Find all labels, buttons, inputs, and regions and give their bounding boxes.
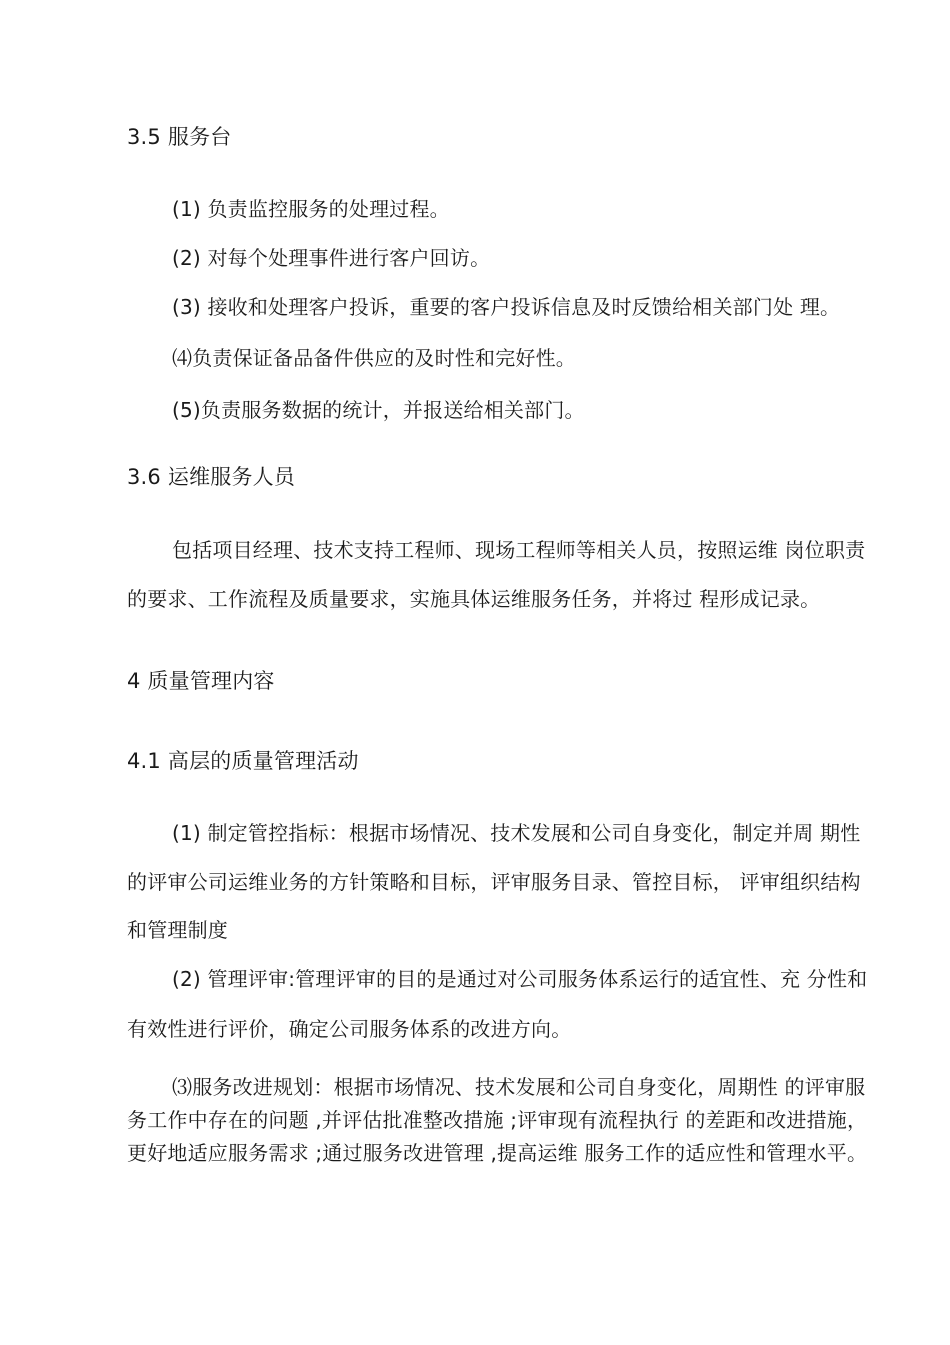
list-item-3-5-4: ⑷负责保证备品备件供应的及时性和完好性。 xyxy=(172,346,576,370)
paragraph-4-1-2-line-1: (2) 管理评审:管理评审的目的是通过对公司服务体系运行的适宜性、充 分性和 xyxy=(172,967,868,991)
paragraph-3-6-line-2: 的要求、工作流程及质量要求，实施具体运维服务任务，并将过 程形成记录。 xyxy=(127,587,821,611)
section-4-heading: 4 质量管理内容 xyxy=(127,669,275,693)
paragraph-4-1-1-line-3: 和管理制度 xyxy=(127,918,228,942)
section-4-1-heading: 4.1 高层的质量管理活动 xyxy=(127,749,359,773)
paragraph-4-1-3-line-2: 务工作中存在的问题 ,并评估批准整改措施 ;评审现有流程执行 的差距和改进措施， xyxy=(127,1108,868,1132)
paragraph-4-1-3-line-3: 更好地适应服务需求 ;通过服务改进管理 ,提高运维 服务工作的适应性和管理水平。 xyxy=(127,1141,868,1165)
section-3-6-heading: 3.6 运维服务人员 xyxy=(127,465,296,489)
paragraph-3-6-line-1: 包括项目经理、技术支持工程师、现场工程师等相关人员，按照运维 岗位职责 xyxy=(172,538,866,562)
section-3-5-heading: 3.5 服务台 xyxy=(127,125,232,149)
paragraph-4-1-2-line-2: 有效性进行评价，确定公司服务体系的改进方向。 xyxy=(127,1017,572,1041)
paragraph-4-1-1-line-1: (1) 制定管控指标：根据市场情况、技术发展和公司自身变化，制定并周 期性 xyxy=(172,821,861,845)
list-item-3-5-1: (1) 负责监控服务的处理过程。 xyxy=(172,197,450,221)
list-item-3-5-3: (3) 接收和处理客户投诉，重要的客户投诉信息及时反馈给相关部门处 理。 xyxy=(172,295,841,319)
list-item-3-5-2: (2) 对每个处理事件进行客户回访。 xyxy=(172,246,491,270)
list-item-3-5-5: (5)负责服务数据的统计，并报送给相关部门。 xyxy=(172,398,585,422)
paragraph-4-1-3-line-1: ⑶服务改进规划：根据市场情况、技术发展和公司自身变化，周期性 的评审服 xyxy=(172,1075,866,1099)
paragraph-4-1-1-line-2: 的评审公司运维业务的方针策略和目标，评审服务目录、管控目标， 评审组织结构 xyxy=(127,870,861,894)
